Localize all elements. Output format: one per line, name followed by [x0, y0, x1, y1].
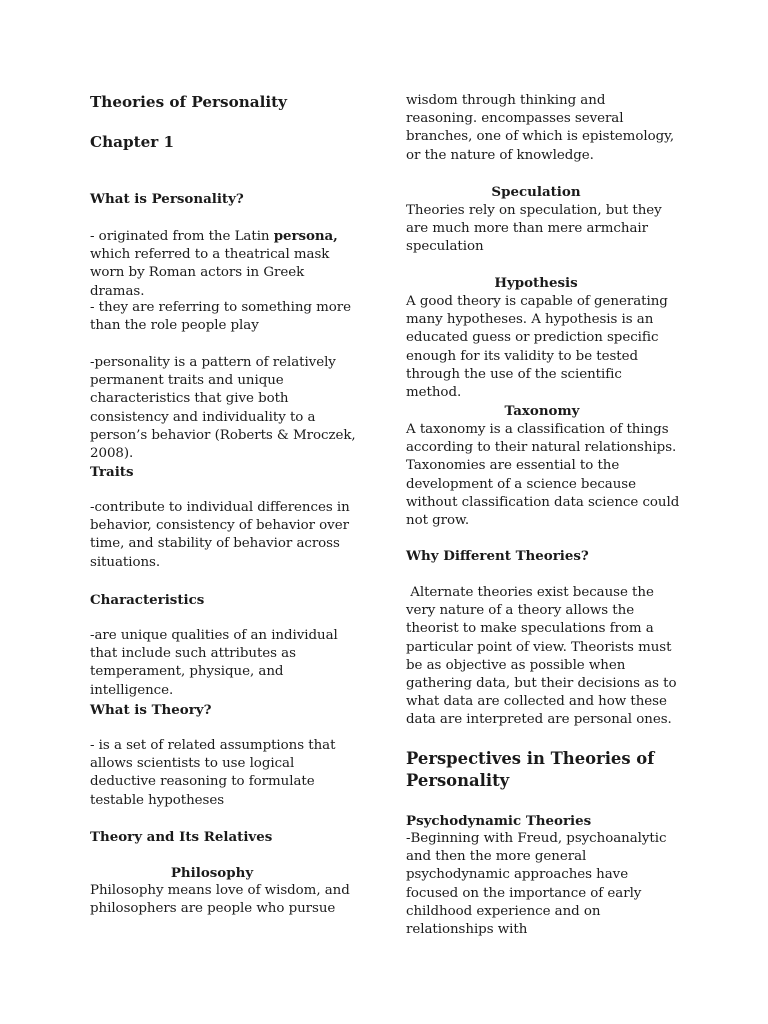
- personality-origin-pre: - originated from the Latin: [90, 229, 274, 244]
- persona-term: persona,: [273, 228, 338, 244]
- psychodynamic-paragraph: -Beginning with Freud, psychoanalytic and then the more general psychodynamic approaches have focused on the importance of early childhood experience and on relationships with: [406, 831, 667, 938]
- characteristics-paragraph: -are unique qualities of an individual that include such attributes as temperament, physique, and intelligence.: [90, 628, 338, 698]
- section-heading-what-is-personality: What is Personality?: [90, 191, 244, 207]
- speculation-paragraph: Theories rely on speculation, but they are much more than mere armchair speculation: [406, 203, 662, 255]
- theory-definition-paragraph: - is a set of related assumptions that allows scientists to use logical deductive reasoning to formulate testable hypotheses: [90, 738, 336, 808]
- personality-origin-post: which referred to a theatrical mask worn by Roman actors in Greek dramas.: [90, 247, 330, 299]
- section-heading-traits: Traits: [90, 464, 134, 480]
- section-heading-what-is-theory: What is Theory?: [90, 702, 212, 718]
- section-heading-why-different-theories: Why Different Theories?: [406, 548, 589, 564]
- subheading-hypothesis: Hypothesis: [494, 275, 578, 291]
- philosophy-paragraph: Philosophy means love of wisdom, and philosophers are people who pursue: [90, 883, 350, 917]
- hypothesis-paragraph: A good theory is capable of generating many hypotheses. A hypothesis is an educated guess or prediction specific enough for its validity to be tested through the use of the scientific method.: [406, 294, 668, 401]
- philosophy-continued-paragraph: wisdom through thinking and reasoning. encompasses several branches, one of which is epistemology, or the nature of knowledge.: [406, 93, 675, 163]
- personality-origin-paragraph: [90, 227, 362, 301]
- taxonomy-paragraph: A taxonomy is a classification of things according to their natural relationships. Taxonomies are essential to the development of a science because without classification data science could not grow.: [406, 422, 680, 529]
- subheading-philosophy: Philosophy: [170, 865, 254, 881]
- section-heading-theory-relatives: Theory and Its Relatives: [90, 829, 273, 845]
- subheading-speculation: Speculation: [491, 184, 581, 200]
- why-different-paragraph: Alternate theories exist because the very nature of a theory allows the theorist to make speculations from a particular point of view. Theorists must be as objective as possible when gathering data, but their decisions as to what data are collected and how these data are interpreted are personal ones.: [406, 585, 681, 728]
- subheading-taxonomy: Taxonomy: [504, 403, 580, 419]
- section-heading-characteristics: Characteristics: [90, 592, 205, 608]
- traits-paragraph: -contribute to individual differences in behavior, consistency of behavior over time, and stability of behavior across situations.: [90, 500, 350, 570]
- chapter-heading: Chapter 1: [90, 133, 175, 151]
- subheading-psychodynamic: Psychodynamic Theories: [406, 813, 592, 829]
- personality-role-paragraph: - they are referring to something more than the role people play: [90, 300, 352, 334]
- section-heading-perspectives: Perspectives in Theories of Personality: [406, 749, 655, 790]
- document-title: Theories of Personality: [90, 93, 287, 111]
- personality-definition-paragraph: -personality is a pattern of relatively permanent traits and unique characteristics that give both consistency and individuality to a person’s behavior (Roberts & Mroczek, 2008).: [90, 355, 356, 462]
